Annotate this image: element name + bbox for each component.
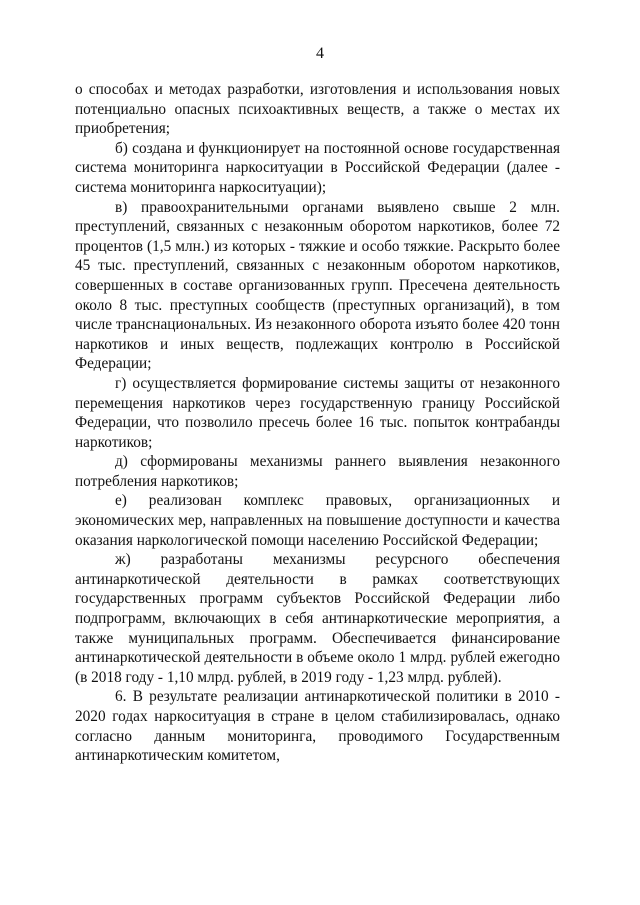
paragraph-item-e: е) реализован комплекс правовых, организационных и экономических мер, направленных на повышение доступности и качества оказания наркологической помощи населению Российской Федерации;: [75, 492, 560, 549]
document-body: [75, 80, 560, 766]
paragraph-item-v: в) правоохранительными органами выявлено свыше 2 млн. преступлений, связанных с незаконным оборотом наркотиков, более 72 процентов (1,5 млн.) из которых - тяжкие и особо тяжкие. Раскрыто более 45 тыс. преступлений, связанных с незаконным оборотом наркотиков, совершенных в составе организованных групп. Пресечена деятельность около 8 тыс. преступных сообществ (преступных организаций), в том числе транснациональных. Из незаконного оборота изъято более 420 тонн наркотиков и иных веществ, подлежащих контролю в Российской Федерации;: [75, 198, 560, 373]
paragraph-section-6: 6. В результате реализации антинаркотической политики в 2010 - 2020 годах наркоситуация в стране в целом стабилизировалась, однако согласно данным мониторинга, проводимого Государственным антинаркотическим комитетом,: [75, 688, 560, 765]
paragraph-item-zh: ж) разработаны механизмы ресурсного обеспечения антинаркотической деятельности в рамках соответствующих государственных программ субъектов Российской Федерации либо подпрограмм, включающих в себя антинаркотические мероприятия, а также муниципальных программ. Обеспечивается финансирование антинаркотической деятельности в объеме около 1 млрд. рублей ежегодно (в 2018 году - 1,10 млрд. рублей, в 2019 году - 1,23 млрд. рублей).: [75, 551, 560, 686]
paragraph-item-b: б) создана и функционирует на постоянной основе государственная система мониторинга наркоситуации в Российской Федерации (далее - система мониторинга наркоситуации);: [75, 139, 560, 196]
page-number: 4: [316, 45, 324, 62]
paragraph-item-d: д) сформированы механизмы раннего выявления незаконного потребления наркотиков;: [75, 453, 560, 490]
paragraph-item-g: г) осуществляется формирование системы защиты от незаконного перемещения наркотиков через государственную границу Российской Федерации, что позволило пресечь более 16 тыс. попыток контрабанды наркотиков;: [75, 374, 560, 451]
paragraph-continuation: о способах и методах разработки, изготовления и использования новых потенциально опасных психоактивных веществ, а также о местах их приобретения;: [75, 81, 560, 138]
